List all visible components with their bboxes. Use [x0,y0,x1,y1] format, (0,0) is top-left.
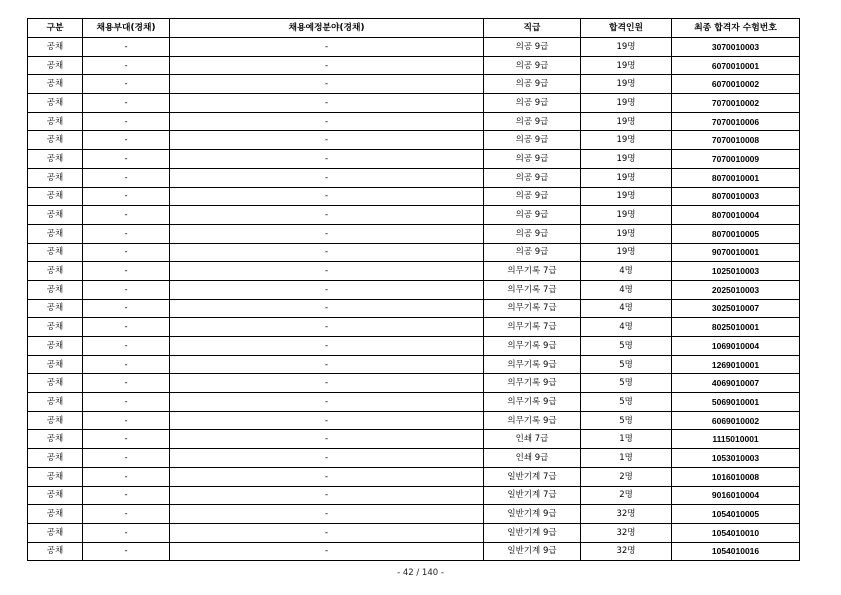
cell-category: 공채 [28,318,83,337]
cell-grade: 의공 9급 [484,224,581,243]
cell-pass-count: 32명 [581,505,672,524]
cell-unit: - [83,523,170,542]
cell-unit: - [83,56,170,75]
cell-exam-number: 2025010003 [672,280,800,299]
cell-field: - [170,150,484,169]
cell-category: 공채 [28,243,83,262]
cell-exam-number: 7070010009 [672,150,800,169]
cell-grade: 의무기록 7급 [484,299,581,318]
cell-pass-count: 19명 [581,75,672,94]
table-row [28,355,800,374]
cell-grade: 의공 9급 [484,131,581,150]
cell-exam-number: 5069010001 [672,393,800,412]
cell-field: - [170,243,484,262]
cell-category: 공채 [28,168,83,187]
cell-category: 공채 [28,542,83,561]
cell-category: 공채 [28,187,83,206]
cell-unit: - [83,94,170,113]
cell-exam-number: 8025010001 [672,318,800,337]
cell-pass-count: 19명 [581,243,672,262]
cell-exam-number: 1025010003 [672,262,800,281]
cell-field: - [170,75,484,94]
table-row [28,411,800,430]
table-row [28,523,800,542]
cell-exam-number: 1054010010 [672,523,800,542]
cell-field: - [170,280,484,299]
table-row [28,449,800,468]
table-row [28,430,800,449]
cell-exam-number: 3070010003 [672,38,800,57]
cell-grade: 일반기계 7급 [484,486,581,505]
cell-unit: - [83,112,170,131]
cell-grade: 의무기록 9급 [484,374,581,393]
cell-field: - [170,430,484,449]
cell-unit: - [83,430,170,449]
cell-field: - [170,523,484,542]
cell-category: 공채 [28,355,83,374]
cell-unit: - [83,75,170,94]
cell-field: - [170,355,484,374]
cell-pass-count: 19명 [581,187,672,206]
cell-category: 공채 [28,112,83,131]
cell-pass-count: 19명 [581,206,672,225]
cell-category: 공채 [28,224,83,243]
cell-pass-count: 19명 [581,94,672,113]
cell-unit: - [83,38,170,57]
cell-category: 공채 [28,150,83,169]
cell-grade: 의공 9급 [484,150,581,169]
cell-exam-number: 3025010007 [672,299,800,318]
cell-field: - [170,374,484,393]
cell-pass-count: 5명 [581,337,672,356]
cell-field: - [170,505,484,524]
cell-unit: - [83,486,170,505]
table-row [28,337,800,356]
cell-grade: 의공 9급 [484,112,581,131]
header-grade: 직급 [484,19,581,38]
cell-pass-count: 19명 [581,131,672,150]
table-row [28,112,800,131]
cell-field: - [170,187,484,206]
cell-category: 공채 [28,94,83,113]
cell-field: - [170,94,484,113]
cell-category: 공채 [28,206,83,225]
cell-pass-count: 19명 [581,224,672,243]
cell-unit: - [83,449,170,468]
table-row [28,299,800,318]
table-row [28,94,800,113]
cell-unit: - [83,280,170,299]
cell-grade: 의무기록 7급 [484,262,581,281]
cell-field: - [170,131,484,150]
table-row [28,75,800,94]
cell-field: - [170,299,484,318]
cell-category: 공채 [28,523,83,542]
table-row [28,486,800,505]
cell-grade: 의무기록 9급 [484,337,581,356]
cell-grade: 의공 9급 [484,38,581,57]
table-row [28,467,800,486]
cell-grade: 의공 9급 [484,168,581,187]
table-row [28,187,800,206]
cell-pass-count: 4명 [581,318,672,337]
cell-pass-count: 1명 [581,430,672,449]
cell-exam-number: 7070010002 [672,94,800,113]
cell-category: 공채 [28,280,83,299]
cell-field: - [170,542,484,561]
cell-field: - [170,112,484,131]
cell-pass-count: 4명 [581,262,672,281]
table-row [28,318,800,337]
cell-pass-count: 19명 [581,38,672,57]
cell-pass-count: 32명 [581,523,672,542]
cell-pass-count: 19명 [581,168,672,187]
cell-pass-count: 5명 [581,411,672,430]
cell-exam-number: 1269010001 [672,355,800,374]
cell-pass-count: 19명 [581,112,672,131]
cell-grade: 일반기계 9급 [484,505,581,524]
cell-exam-number: 6069010002 [672,411,800,430]
cell-category: 공채 [28,131,83,150]
table-row [28,393,800,412]
table-row [28,131,800,150]
cell-category: 공채 [28,505,83,524]
table-row [28,150,800,169]
header-field: 채용예정분야(경채) [170,19,484,38]
cell-unit: - [83,337,170,356]
cell-field: - [170,206,484,225]
cell-grade: 의공 9급 [484,56,581,75]
cell-unit: - [83,243,170,262]
cell-field: - [170,449,484,468]
cell-unit: - [83,168,170,187]
cell-grade: 인쇄 9급 [484,449,581,468]
cell-pass-count: 5명 [581,374,672,393]
table-row [28,224,800,243]
cell-unit: - [83,467,170,486]
cell-pass-count: 2명 [581,486,672,505]
cell-pass-count: 4명 [581,299,672,318]
header-row [28,19,800,38]
cell-unit: - [83,505,170,524]
cell-field: - [170,262,484,281]
cell-exam-number: 4069010007 [672,374,800,393]
table-row [28,168,800,187]
cell-category: 공채 [28,299,83,318]
table-row [28,206,800,225]
cell-exam-number: 8070010005 [672,224,800,243]
cell-category: 공채 [28,262,83,281]
cell-exam-number: 7070010006 [672,112,800,131]
table-row [28,542,800,561]
cell-pass-count: 5명 [581,393,672,412]
cell-category: 공채 [28,430,83,449]
header-unit: 채용부대(경채) [83,19,170,38]
cell-field: - [170,393,484,412]
cell-field: - [170,467,484,486]
cell-unit: - [83,187,170,206]
cell-unit: - [83,262,170,281]
cell-pass-count: 19명 [581,56,672,75]
header-exam-number: 최종 합격자 수험번호 [672,19,800,38]
cell-grade: 의무기록 9급 [484,411,581,430]
cell-pass-count: 4명 [581,280,672,299]
cell-category: 공채 [28,337,83,356]
table-row [28,280,800,299]
cell-pass-count: 19명 [581,150,672,169]
cell-grade: 의무기록 9급 [484,393,581,412]
cell-category: 공채 [28,449,83,468]
cell-field: - [170,56,484,75]
cell-unit: - [83,374,170,393]
cell-exam-number: 7070010008 [672,131,800,150]
cell-grade: 인쇄 7급 [484,430,581,449]
cell-field: - [170,318,484,337]
page-number: - 42 / 140 - [397,568,444,578]
cell-field: - [170,337,484,356]
cell-category: 공채 [28,56,83,75]
cell-unit: - [83,355,170,374]
cell-pass-count: 32명 [581,542,672,561]
cell-grade: 일반기계 7급 [484,467,581,486]
cell-field: - [170,486,484,505]
cell-exam-number: 6070010001 [672,56,800,75]
cell-unit: - [83,224,170,243]
cell-exam-number: 1053010003 [672,449,800,468]
cell-grade: 일반기계 9급 [484,523,581,542]
cell-unit: - [83,131,170,150]
cell-pass-count: 1명 [581,449,672,468]
cell-exam-number: 8070010001 [672,168,800,187]
cell-category: 공채 [28,38,83,57]
header-category: 구분 [28,19,83,38]
cell-category: 공채 [28,75,83,94]
cell-pass-count: 5명 [581,355,672,374]
table-body [28,38,800,561]
cell-grade: 일반기계 9급 [484,542,581,561]
table-row [28,243,800,262]
table-row [28,262,800,281]
cell-field: - [170,38,484,57]
cell-grade: 의공 9급 [484,243,581,262]
cell-unit: - [83,542,170,561]
cell-exam-number: 1115010001 [672,430,800,449]
cell-grade: 의공 9급 [484,187,581,206]
cell-category: 공채 [28,393,83,412]
results-table [27,18,800,561]
cell-unit: - [83,150,170,169]
cell-exam-number: 6070010002 [672,75,800,94]
cell-exam-number: 8070010003 [672,187,800,206]
cell-exam-number: 1054010016 [672,542,800,561]
cell-unit: - [83,393,170,412]
table-row [28,38,800,57]
cell-grade: 의공 9급 [484,206,581,225]
cell-field: - [170,168,484,187]
cell-unit: - [83,318,170,337]
cell-grade: 의무기록 7급 [484,318,581,337]
cell-unit: - [83,299,170,318]
table-row [28,505,800,524]
cell-field: - [170,411,484,430]
cell-grade: 의무기록 7급 [484,280,581,299]
cell-exam-number: 1054010005 [672,505,800,524]
cell-grade: 의공 9급 [484,94,581,113]
cell-category: 공채 [28,486,83,505]
cell-category: 공채 [28,374,83,393]
header-pass-count: 합격인원 [581,19,672,38]
cell-unit: - [83,206,170,225]
cell-unit: - [83,411,170,430]
cell-pass-count: 2명 [581,467,672,486]
cell-exam-number: 1016010008 [672,467,800,486]
cell-grade: 의공 9급 [484,75,581,94]
table-row [28,374,800,393]
cell-exam-number: 8070010004 [672,206,800,225]
cell-field: - [170,224,484,243]
cell-grade: 의무기록 9급 [484,355,581,374]
cell-exam-number: 9016010004 [672,486,800,505]
cell-exam-number: 1069010004 [672,337,800,356]
table-row [28,56,800,75]
cell-category: 공채 [28,411,83,430]
cell-category: 공채 [28,467,83,486]
cell-exam-number: 9070010001 [672,243,800,262]
